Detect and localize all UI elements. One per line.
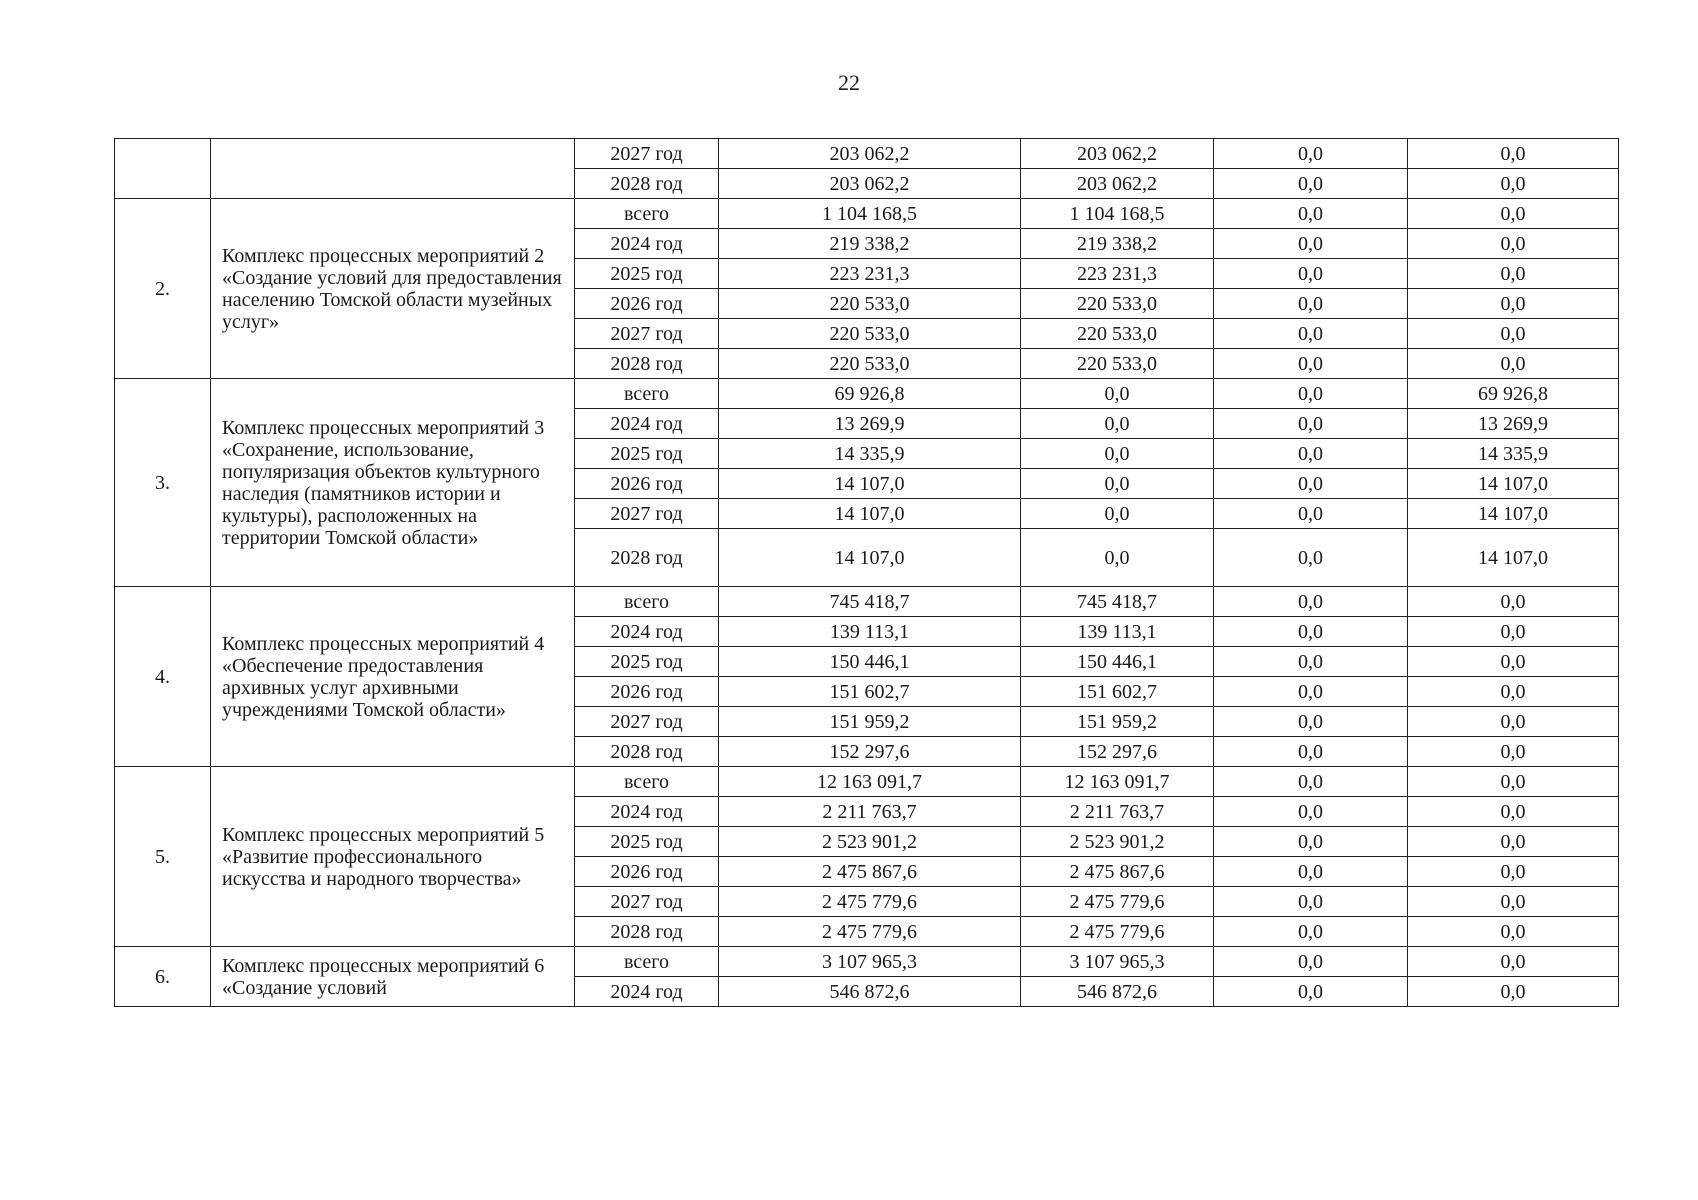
period-cell: 2028 год [575,529,719,587]
value-regional-cell: 745 418,7 [1021,587,1214,617]
value-regional-cell: 12 163 091,7 [1021,767,1214,797]
value-total-cell: 2 523 901,2 [719,827,1021,857]
value-other-cell: 0,0 [1408,767,1619,797]
item-name: Комплекс процессных мероприятий 4 «Обеспечение предоставления архивных услуг архивными учреждениями Томской области» [211,587,575,767]
value-federal-cell: 0,0 [1214,499,1408,529]
item-name: Комплекс процессных мероприятий 5 «Развитие профессионального искусства и народного творчества» [211,767,575,947]
value-other-cell: 0,0 [1408,349,1619,379]
value-total-cell: 12 163 091,7 [719,767,1021,797]
value-total-cell: 151 602,7 [719,677,1021,707]
value-total-cell: 139 113,1 [719,617,1021,647]
value-other-cell: 0,0 [1408,587,1619,617]
value-regional-cell: 223 231,3 [1021,259,1214,289]
value-federal-cell: 0,0 [1214,229,1408,259]
value-other-cell: 14 107,0 [1408,529,1619,587]
value-other-cell: 13 269,9 [1408,409,1619,439]
value-other-cell: 0,0 [1408,977,1619,1007]
period-cell: всего [575,199,719,229]
table-row [115,379,1619,409]
value-federal-cell: 0,0 [1214,319,1408,349]
page-number: 22 [838,70,860,95]
value-regional-cell: 220 533,0 [1021,349,1214,379]
value-other-cell: 0,0 [1408,139,1619,169]
value-federal-cell: 0,0 [1214,379,1408,409]
value-total-cell: 546 872,6 [719,977,1021,1007]
value-total-cell: 1 104 168,5 [719,199,1021,229]
period-cell: 2026 год [575,857,719,887]
item-number: 5. [115,767,211,947]
value-total-cell: 2 475 779,6 [719,917,1021,947]
period-cell: всего [575,587,719,617]
value-other-cell: 0,0 [1408,707,1619,737]
value-total-cell: 220 533,0 [719,349,1021,379]
value-regional-cell: 152 297,6 [1021,737,1214,767]
value-total-cell: 14 335,9 [719,439,1021,469]
period-cell: 2025 год [575,259,719,289]
value-total-cell: 69 926,8 [719,379,1021,409]
value-regional-cell: 150 446,1 [1021,647,1214,677]
item-number [115,139,211,199]
period-cell: 2027 год [575,499,719,529]
value-other-cell: 0,0 [1408,797,1619,827]
value-regional-cell: 546 872,6 [1021,977,1214,1007]
value-total-cell: 220 533,0 [719,289,1021,319]
period-cell: 2028 год [575,737,719,767]
value-federal-cell: 0,0 [1214,977,1408,1007]
value-federal-cell: 0,0 [1214,857,1408,887]
value-total-cell: 3 107 965,3 [719,947,1021,977]
period-cell: 2027 год [575,707,719,737]
period-cell: 2024 год [575,409,719,439]
value-regional-cell: 151 959,2 [1021,707,1214,737]
value-federal-cell: 0,0 [1214,827,1408,857]
value-federal-cell: 0,0 [1214,707,1408,737]
value-federal-cell: 0,0 [1214,737,1408,767]
period-cell: всего [575,767,719,797]
table-row [115,767,1619,797]
value-total-cell: 152 297,6 [719,737,1021,767]
value-total-cell: 13 269,9 [719,409,1021,439]
item-name: Комплекс процессных мероприятий 3 «Сохранение, использование, популяризация объектов культурного наследия (памятников истории и культуры), расположенных на территории Томской области» [211,379,575,587]
value-federal-cell: 0,0 [1214,617,1408,647]
period-cell: всего [575,947,719,977]
period-cell: всего [575,379,719,409]
value-total-cell: 220 533,0 [719,319,1021,349]
item-number: 3. [115,379,211,587]
value-total-cell: 14 107,0 [719,469,1021,499]
value-other-cell: 0,0 [1408,319,1619,349]
value-regional-cell: 1 104 168,5 [1021,199,1214,229]
item-number: 2. [115,199,211,379]
value-federal-cell: 0,0 [1214,409,1408,439]
period-cell: 2026 год [575,289,719,319]
period-cell: 2024 год [575,229,719,259]
value-federal-cell: 0,0 [1214,349,1408,379]
item-name [211,139,575,199]
table-row [115,199,1619,229]
value-total-cell: 150 446,1 [719,647,1021,677]
period-cell: 2024 год [575,977,719,1007]
value-other-cell: 0,0 [1408,259,1619,289]
value-other-cell: 14 335,9 [1408,439,1619,469]
value-federal-cell: 0,0 [1214,797,1408,827]
period-cell: 2024 год [575,797,719,827]
value-other-cell: 0,0 [1408,857,1619,887]
value-other-cell: 0,0 [1408,647,1619,677]
period-cell: 2027 год [575,139,719,169]
value-other-cell: 0,0 [1408,617,1619,647]
value-regional-cell: 139 113,1 [1021,617,1214,647]
value-total-cell: 203 062,2 [719,139,1021,169]
item-name: Комплекс процессных мероприятий 2 «Создание условий для предоставления населению Томской области музейных услуг» [211,199,575,379]
value-other-cell: 0,0 [1408,737,1619,767]
value-regional-cell: 2 475 779,6 [1021,887,1214,917]
value-federal-cell: 0,0 [1214,587,1408,617]
value-total-cell: 2 211 763,7 [719,797,1021,827]
value-regional-cell: 3 107 965,3 [1021,947,1214,977]
value-other-cell: 0,0 [1408,169,1619,199]
period-cell: 2024 год [575,617,719,647]
value-regional-cell: 0,0 [1021,439,1214,469]
value-total-cell: 223 231,3 [719,259,1021,289]
period-cell: 2028 год [575,349,719,379]
value-total-cell: 2 475 867,6 [719,857,1021,887]
value-other-cell: 0,0 [1408,887,1619,917]
period-cell: 2025 год [575,439,719,469]
period-cell: 2028 год [575,917,719,947]
value-other-cell: 14 107,0 [1408,499,1619,529]
value-federal-cell: 0,0 [1214,647,1408,677]
item-name: Комплекс процессных мероприятий 6 «Создание условий [211,947,575,1007]
value-federal-cell: 0,0 [1214,529,1408,587]
value-regional-cell: 0,0 [1021,379,1214,409]
value-other-cell: 0,0 [1408,199,1619,229]
value-other-cell: 0,0 [1408,677,1619,707]
value-regional-cell: 151 602,7 [1021,677,1214,707]
value-regional-cell: 2 475 867,6 [1021,857,1214,887]
value-regional-cell: 0,0 [1021,409,1214,439]
value-regional-cell: 220 533,0 [1021,319,1214,349]
value-other-cell: 14 107,0 [1408,469,1619,499]
value-federal-cell: 0,0 [1214,289,1408,319]
value-federal-cell: 0,0 [1214,767,1408,797]
table-row [115,139,1619,169]
value-federal-cell: 0,0 [1214,917,1408,947]
value-other-cell: 0,0 [1408,229,1619,259]
value-federal-cell: 0,0 [1214,169,1408,199]
value-regional-cell: 220 533,0 [1021,289,1214,319]
value-total-cell: 14 107,0 [719,499,1021,529]
value-federal-cell: 0,0 [1214,139,1408,169]
item-number: 4. [115,587,211,767]
value-federal-cell: 0,0 [1214,259,1408,289]
value-other-cell: 69 926,8 [1408,379,1619,409]
value-regional-cell: 0,0 [1021,469,1214,499]
table-row [115,947,1619,977]
value-federal-cell: 0,0 [1214,439,1408,469]
period-cell: 2026 год [575,677,719,707]
value-total-cell: 745 418,7 [719,587,1021,617]
period-cell: 2027 год [575,319,719,349]
value-regional-cell: 2 475 779,6 [1021,917,1214,947]
value-regional-cell: 0,0 [1021,529,1214,587]
period-cell: 2028 год [575,169,719,199]
period-cell: 2026 год [575,469,719,499]
table-body [115,139,1619,1007]
value-other-cell: 0,0 [1408,947,1619,977]
value-total-cell: 219 338,2 [719,229,1021,259]
value-regional-cell: 0,0 [1021,499,1214,529]
budget-table [114,138,1619,1007]
value-federal-cell: 0,0 [1214,947,1408,977]
value-other-cell: 0,0 [1408,827,1619,857]
value-total-cell: 151 959,2 [719,707,1021,737]
value-total-cell: 2 475 779,6 [719,887,1021,917]
value-other-cell: 0,0 [1408,289,1619,319]
value-federal-cell: 0,0 [1214,199,1408,229]
value-regional-cell: 203 062,2 [1021,139,1214,169]
value-federal-cell: 0,0 [1214,469,1408,499]
value-federal-cell: 0,0 [1214,887,1408,917]
period-cell: 2027 год [575,887,719,917]
value-total-cell: 14 107,0 [719,529,1021,587]
value-regional-cell: 2 211 763,7 [1021,797,1214,827]
value-regional-cell: 203 062,2 [1021,169,1214,199]
table-row [115,587,1619,617]
value-federal-cell: 0,0 [1214,677,1408,707]
period-cell: 2025 год [575,647,719,677]
value-regional-cell: 219 338,2 [1021,229,1214,259]
item-number: 6. [115,947,211,1007]
value-total-cell: 203 062,2 [719,169,1021,199]
value-regional-cell: 2 523 901,2 [1021,827,1214,857]
value-other-cell: 0,0 [1408,917,1619,947]
period-cell: 2025 год [575,827,719,857]
